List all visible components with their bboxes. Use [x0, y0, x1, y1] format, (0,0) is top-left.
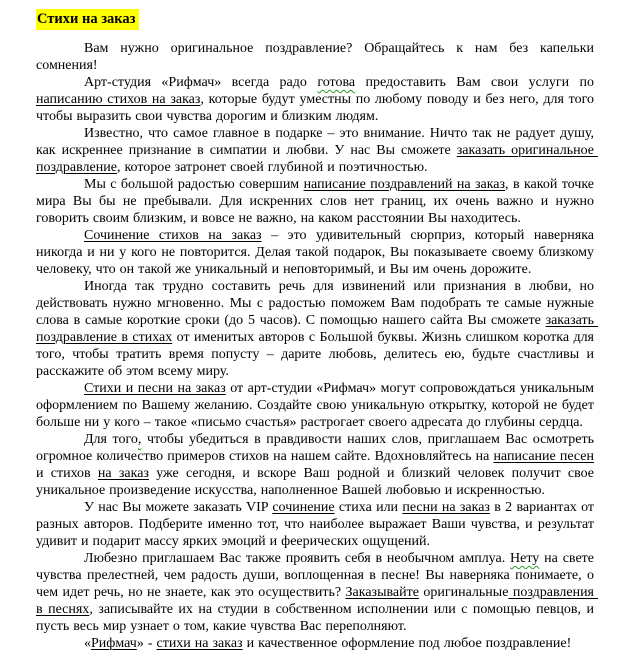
grammar-flagged-word: ,: [137, 432, 142, 447]
text-run: Иногда так трудно составить речь для извинений или признания в любви, но действовать нужно мгновенно. Мы с радостью поможем Вам подобрать те самые нужные слова в самые короткие сроки (до 5 часов). С помощью нашего сайта Вы сможете: [36, 279, 598, 328]
text-run: и стихов: [36, 449, 599, 481]
underlined-phrase: заказать оригинальное поздравление: [36, 143, 598, 175]
text-run: – это удивительный сюрприз, который наверняка никогда и ни у кого не повторится. Делая такой подарок, Вы показываете своему близкому человеку, что он такой же уникальный и неповторимый, и Вы им очень дорожите.: [36, 228, 598, 277]
paragraph: [36, 176, 598, 227]
paragraph: [36, 125, 598, 176]
grammar-flagged-word: Нету: [510, 551, 540, 566]
text-run: Для того: [84, 432, 138, 447]
paragraph: [36, 635, 594, 652]
underlined-phrase: на заказ: [97, 466, 149, 481]
text-run: Вам нужно оригинальное поздравление? Обращайтесь к нам без капельки сомнения!: [36, 41, 598, 73]
paragraph: [36, 74, 599, 125]
paragraph: [36, 40, 598, 74]
grammar-flagged-word: готова: [317, 75, 356, 90]
text-run: оригинальные: [418, 585, 509, 600]
text-run: от именитых авторов с Большой буквы. Жизнь слишком коротка для того, чтобы тратить время попусту – дарите любовь, делитесь ею, будьте счастливы и расскажите об этом всему миру.: [36, 330, 598, 379]
underlined-phrase: заказать поздравление в стихах: [36, 313, 598, 345]
paragraph: [36, 431, 599, 499]
paragraph: [36, 499, 599, 550]
text-run: » -: [136, 636, 157, 651]
paragraph: [36, 550, 598, 635]
document-body: [36, 40, 599, 652]
text-run: чтобы убедиться в правдивости наших слов, приглашаем Вас осмотреть огромное количество примеров стихов на нашем сайте. Вдохновляйтесь на: [36, 432, 598, 464]
paragraph: [36, 380, 598, 431]
text-run: Известно, что самое главное в подарке – это внимание. Ничто так не радует душу, как искреннее признание в симпатии и любви. У нас Вы сможете: [36, 126, 598, 158]
text-run: «: [84, 636, 91, 651]
text-run: стиха или: [334, 500, 403, 515]
underlined-phrase: написанию стихов на заказ: [36, 92, 201, 107]
text-run: в 2 вариантах от разных авторов. Подберите именно тот, что наиболее выражает Ваши чувства, и результат удивит и подарит массу ярких эмоций и феерических ощущений.: [36, 500, 599, 549]
text-run: , в какой точке мира Вы бы не пребывали. Для искренних слов нет границ, их очень важно и нужно говорить своим близким, и вовсе не важно, на каком расстоянии Вы находитесь.: [36, 177, 598, 226]
underlined-phrase: песни на заказ: [402, 500, 490, 515]
underlined-phrase: сочинение: [272, 500, 335, 515]
underlined-phrase: стихи на заказ: [156, 636, 243, 651]
text-run: уже сегодня, и вскоре Ваш родной и близкий человек получит свое уникальное произведение искусства, наполненное Вашей любовью и искренностью.: [36, 466, 598, 498]
text-run: , которые будут уместны по любому поводу и без него, для того чтобы выразить свои чувства дорогим и близким людям.: [36, 92, 599, 124]
underlined-phrase: написание поздравлений на заказ: [303, 177, 506, 192]
underlined-phrase: поздравления в песнях: [36, 585, 598, 617]
paragraph: [36, 278, 598, 380]
underlined-phrase: Заказывайте: [345, 585, 419, 600]
underlined-phrase: написание песен: [493, 449, 595, 464]
text-run: и качественное оформление под любое поздравление!: [242, 636, 572, 651]
title-line: [36, 9, 594, 30]
text-run: Мы с большой радостью совершим: [84, 177, 304, 192]
underlined-phrase: Рифмач: [91, 636, 137, 651]
underlined-phrase: Стихи и песни на заказ: [84, 381, 226, 396]
text-run: от арт-студии «Рифмач» могут сопровождаться уникальным оформлением по Вашему желанию. Создайте свою уникальную открытку, которой не будет больше ни у кого – такое «письмо счастья» растрогает своего адресата до глубины сердца.: [36, 381, 598, 430]
text-run: , записывайте их на студии в собственном исполнении или с помощью певцов, и пусть весь мир узнает о том, какие чувства Вас переполняют.: [36, 602, 598, 634]
text-run: Арт-студия «Рифмач» всегда радо: [84, 75, 318, 90]
paragraph: [36, 227, 598, 278]
text-run: на свете чувства прелестней, чем радость души, воплощенная в песне! Вы наверняка понимаете, о чем идет речь, но не знаете, как это осуществить?: [36, 551, 598, 600]
text-run: предоставить Вам свои услуги по: [355, 75, 599, 90]
underlined-phrase: Сочинение стихов на заказ: [84, 228, 262, 243]
text-run: У нас Вы можете заказать VIP: [84, 500, 273, 515]
document-title: Стихи на заказ: [36, 9, 139, 30]
text-run: Любезно приглашаем Вас также проявить себя в необычном амплуа.: [84, 551, 511, 566]
text-run: , которое затронет своей глубиной и поэтичностью.: [116, 160, 428, 175]
